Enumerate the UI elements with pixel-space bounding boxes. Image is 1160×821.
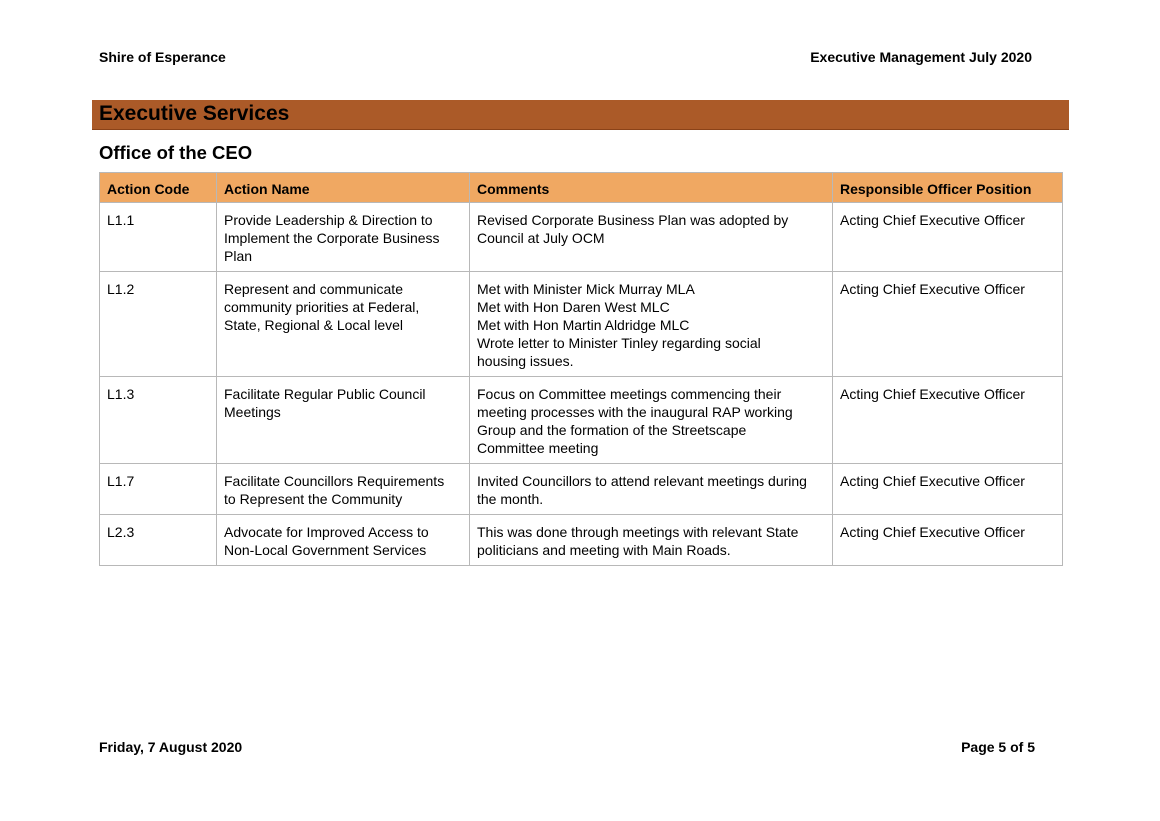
comment-line: This was done through meetings with relevant State — [477, 524, 799, 540]
comment-line: Invited Councillors to attend relevant meetings during — [477, 473, 807, 489]
section-bar — [92, 100, 1069, 130]
comment-line: Group and the formation of the Streetscape — [477, 422, 747, 438]
action-name-line: Advocate for Improved Access to — [224, 524, 429, 540]
responsible-officer-cell: Acting Chief Executive Officer — [833, 515, 1063, 566]
action-code-cell: L1.7 — [100, 464, 217, 515]
footer-date: Friday, 7 August 2020 — [99, 739, 243, 755]
table-row — [100, 377, 1063, 464]
column-header-action-code: Action Code — [100, 173, 217, 203]
comments-cell — [470, 272, 833, 377]
comment-line: Focus on Committee meetings commencing their — [477, 386, 782, 402]
comments-cell — [470, 464, 833, 515]
table-row — [100, 203, 1063, 272]
comment-line: housing issues. — [477, 353, 574, 369]
action-code-cell: L2.3 — [100, 515, 217, 566]
column-header-comments: Comments — [470, 173, 833, 203]
action-name-line: Implement the Corporate Business — [224, 230, 440, 246]
action-name-cell — [217, 515, 470, 566]
comments-cell — [470, 377, 833, 464]
comment-line: Met with Hon Martin Aldridge MLC — [477, 317, 690, 333]
action-name-line: Facilitate Councillors Requirements — [224, 473, 445, 489]
action-name-line: Non-Local Government Services — [224, 542, 427, 558]
responsible-officer-cell: Acting Chief Executive Officer — [833, 203, 1063, 272]
action-name-line: Provide Leadership & Direction to — [224, 212, 433, 228]
column-header-responsible-officer: Responsible Officer Position — [833, 173, 1063, 203]
action-name-cell — [217, 377, 470, 464]
action-name-line: Meetings — [224, 404, 281, 420]
comment-line: Met with Minister Mick Murray MLA — [477, 281, 695, 297]
action-name-line: Represent and communicate — [224, 281, 403, 297]
action-name-cell — [217, 464, 470, 515]
table-row — [100, 272, 1063, 377]
action-code-cell: L1.2 — [100, 272, 217, 377]
action-name-cell — [217, 203, 470, 272]
footer-page-number: Page 5 of 5 — [961, 739, 1035, 755]
comments-cell — [470, 203, 833, 272]
action-name-line: Facilitate Regular Public Council — [224, 386, 426, 402]
actions-table — [99, 172, 1063, 566]
responsible-officer-cell: Acting Chief Executive Officer — [833, 272, 1063, 377]
comment-line: Revised Corporate Business Plan was adopted by — [477, 212, 789, 228]
action-code-cell: L1.3 — [100, 377, 217, 464]
comment-line: Wrote letter to Minister Tinley regarding social — [477, 335, 761, 351]
comment-line: Council at July OCM — [477, 230, 605, 246]
action-name-line: State, Regional & Local level — [224, 317, 403, 333]
action-code-cell: L1.1 — [100, 203, 217, 272]
column-header-action-name: Action Name — [217, 173, 470, 203]
comment-line: Met with Hon Daren West MLC — [477, 299, 670, 315]
comment-line: meeting processes with the inaugural RAP working — [477, 404, 793, 420]
action-name-line: to Represent the Community — [224, 491, 403, 507]
comment-line: Committee meeting — [477, 440, 599, 456]
page-header-report-title: Executive Management July 2020 — [810, 49, 1032, 65]
table-row — [100, 464, 1063, 515]
table-header-row — [100, 173, 1063, 203]
section-title: Executive Services — [99, 102, 290, 125]
comment-line: the month. — [477, 491, 544, 507]
page-header-organization: Shire of Esperance — [99, 49, 226, 65]
action-name-line: Plan — [224, 248, 253, 264]
comment-line: politicians and meeting with Main Roads. — [477, 542, 731, 558]
table-row — [100, 515, 1063, 566]
responsible-officer-cell: Acting Chief Executive Officer — [833, 464, 1063, 515]
responsible-officer-cell: Acting Chief Executive Officer — [833, 377, 1063, 464]
action-name-cell — [217, 272, 470, 377]
comments-cell — [470, 515, 833, 566]
subsection-title: Office of the CEO — [99, 142, 253, 163]
action-name-line: community priorities at Federal, — [224, 299, 420, 315]
